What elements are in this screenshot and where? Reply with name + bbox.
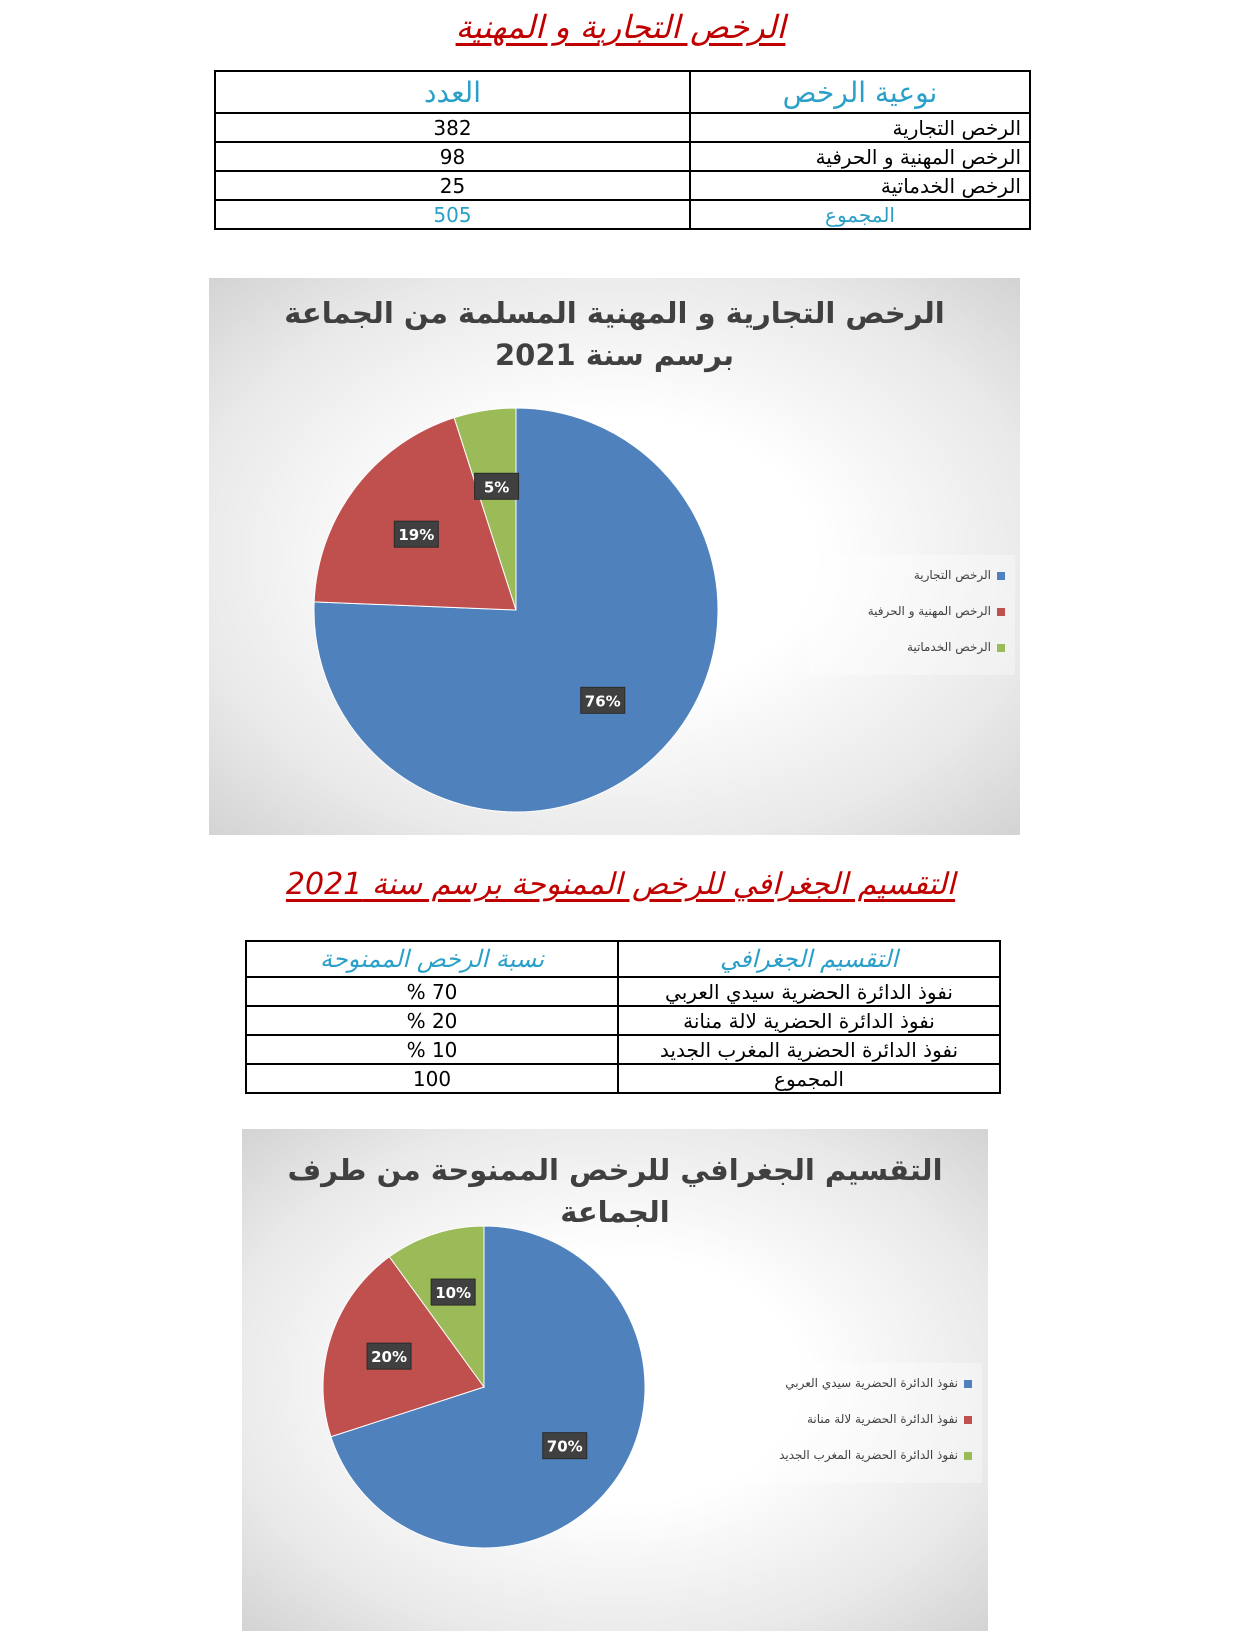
row-label: الرخص المهنية و الحرفية (690, 142, 1030, 171)
total-label: المجموع (690, 200, 1030, 229)
section1-heading: الرخص التجارية و المهنية (455, 8, 786, 46)
chart2-title-line1: التقسيم الجغرافي للرخص الممنوحة من طرف (287, 1153, 943, 1187)
svg-text:70%: 70% (546, 1437, 583, 1456)
table-header-row (246, 941, 1000, 977)
table-row (215, 113, 1030, 142)
legend-label: الرخص المهنية و الحرفية (867, 604, 991, 618)
pie-data-label-1 (543, 1433, 587, 1459)
legend-swatch (997, 572, 1005, 580)
chart2-legend (730, 1363, 982, 1483)
table-row (215, 142, 1030, 171)
row-value: 25 (215, 171, 690, 200)
row-value: 20 % (246, 1006, 618, 1035)
row-value: 382 (215, 113, 690, 142)
header-area: التقسيم الجغرافي (618, 941, 1000, 977)
row-label: نفوذ الدائرة الحضرية سيدي العربي (618, 977, 1000, 1006)
table-header-row (215, 71, 1030, 113)
pie-data-label-3 (475, 473, 519, 499)
legend-item (740, 1405, 972, 1441)
legend-label: الرخص الخدماتية (906, 640, 991, 654)
row-value: 70 % (246, 977, 618, 1006)
svg-text:5%: 5% (483, 478, 510, 497)
pie-data-label-1 (581, 687, 625, 713)
table-row (246, 977, 1000, 1006)
licenses-pie-chart (209, 278, 1020, 835)
table-row (215, 171, 1030, 200)
legend-label: نفوذ الدائرة الحضرية لالة منانة (806, 1412, 958, 1426)
pie-data-label-2 (394, 521, 438, 547)
row-label: الرخص التجارية (690, 113, 1030, 142)
header-count: العدد (215, 71, 690, 113)
total-value: 100 (246, 1064, 618, 1093)
geo-table (245, 940, 1001, 1094)
chart1-title-line1: الرخص التجارية و المهنية المسلمة من الجماعة (284, 296, 945, 330)
chart1-legend (809, 555, 1015, 675)
svg-text:20%: 20% (371, 1348, 408, 1367)
chart2-title-line2: الجماعة (560, 1195, 670, 1229)
table-total-row (246, 1064, 1000, 1093)
header-share: نسبة الرخص الممنوحة (246, 941, 618, 977)
row-value: 10 % (246, 1035, 618, 1064)
legend-label: نفوذ الدائرة الحضرية سيدي العربي (785, 1376, 958, 1390)
row-value: 98 (215, 142, 690, 171)
row-label: نفوذ الدائرة الحضرية المغرب الجديد (618, 1035, 1000, 1064)
table-row (246, 1006, 1000, 1035)
row-label: نفوذ الدائرة الحضرية لالة منانة (618, 1006, 1000, 1035)
header-type: نوعية الرخص (690, 71, 1030, 113)
legend-label: نفوذ الدائرة الحضرية المغرب الجديد (779, 1448, 958, 1462)
legend-item (819, 633, 1005, 669)
legend-swatch (997, 608, 1005, 616)
row-label: الرخص الخدماتية (690, 171, 1030, 200)
legend-swatch (964, 1452, 972, 1460)
legend-swatch (964, 1416, 972, 1424)
licenses-table (214, 70, 1031, 230)
svg-text:10%: 10% (435, 1284, 472, 1303)
legend-item (740, 1441, 972, 1477)
pie-data-label-3 (431, 1279, 475, 1305)
legend-label: الرخص التجارية (913, 568, 991, 582)
table-total-row (215, 200, 1030, 229)
chart1-title-line2: برسم سنة 2021 (494, 338, 735, 372)
total-value: 505 (215, 200, 690, 229)
geo-pie-chart (242, 1129, 988, 1631)
section2-heading: التقسيم الجغرافي للرخص الممنوحة برسم سنة 2021 (285, 867, 956, 902)
table-row (246, 1035, 1000, 1064)
svg-text:76%: 76% (584, 692, 621, 711)
pie-data-label-2 (367, 1343, 411, 1369)
legend-swatch (964, 1380, 972, 1388)
legend-swatch (997, 644, 1005, 652)
legend-item (819, 561, 1005, 597)
legend-item (819, 597, 1005, 633)
legend-item (740, 1369, 972, 1405)
total-label: المجموع (618, 1064, 1000, 1093)
svg-text:19%: 19% (398, 526, 435, 545)
